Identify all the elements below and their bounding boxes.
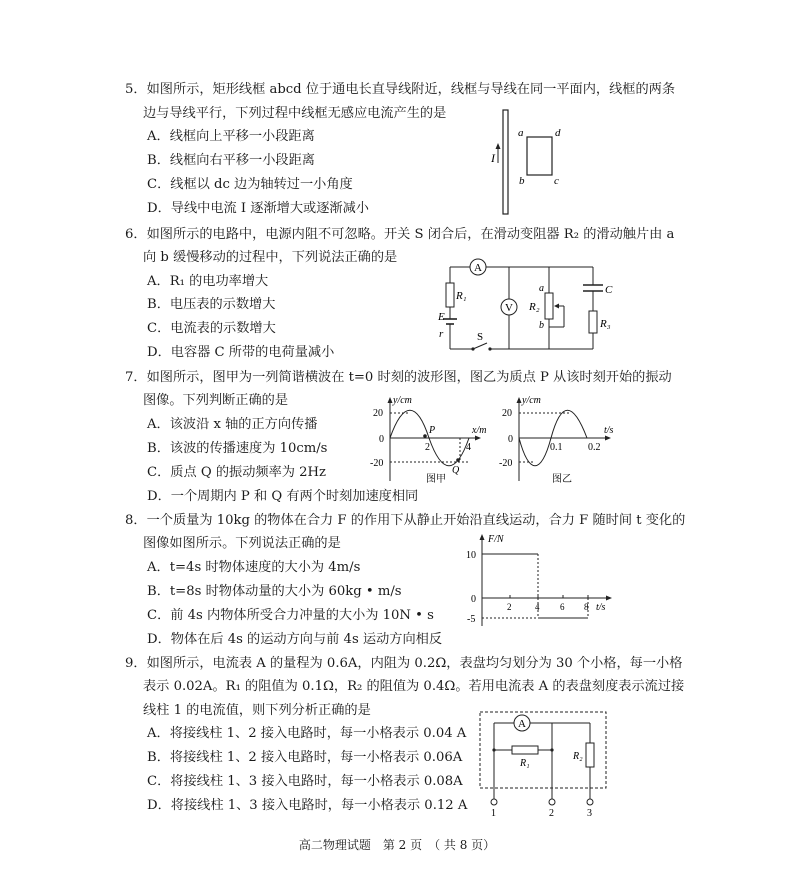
page-footer: 高二物理试题 第 2 页 （ 共 8 页）	[298, 838, 496, 852]
q7-option-d: D．一个周期内 P 和 Q 有两个时刻加速度相同	[147, 489, 419, 504]
ammeter-label: A	[474, 262, 482, 274]
fig-8-xtick-8: 8	[584, 602, 589, 612]
q5-option-b: B．线框向右平移一小段距离	[147, 153, 315, 168]
q9-stem-line2: 表示 0.02A。R₁ 的阻值为 0.1Ω，R₂ 的阻值为 0.4Ω。若用电流表 A 的表盘刻度表示流过接	[143, 679, 685, 694]
point-p-label: P	[429, 425, 436, 436]
fig-8-ytick-10: 10	[466, 550, 476, 561]
fig-a-ytick-zero: 0	[379, 434, 384, 445]
q8-stem-line2: 图像如图所示。下列说法正确的是	[143, 536, 341, 551]
r2-shunt	[586, 743, 594, 767]
terminal-2-icon	[549, 799, 555, 805]
q7-stem-line1: 7．如图所示，图甲为一列简谐横波在 t=0 时刻的波形图，图乙为质点 P 从该时刻开始的振动	[125, 370, 672, 385]
internal-r-label: r	[439, 328, 444, 340]
fig-b-xlabel: t/s	[604, 425, 614, 436]
terminal-1-icon	[491, 799, 497, 805]
fig-a-ytick-top: 20	[373, 408, 383, 419]
q6-option-d: D．电容器 C 所带的电荷量减小	[147, 345, 335, 360]
q9-circuit	[474, 708, 614, 818]
fig-8-xtick-4: 4	[535, 602, 540, 612]
q9-option-d: D．将接线柱 1、3 接入电路时，每一小格表示 0.12 A	[147, 798, 468, 813]
q8-force-time-figure	[458, 530, 618, 630]
q9-stem-line1: 9．如图所示，电流表 A 的量程为 0.6A，内阻为 0.2Ω，表盘均匀划分为 30 个小格，每一小格	[125, 656, 683, 671]
q7-option-c: C．质点 Q 的振动频率为 2Hz	[147, 465, 327, 480]
r3-label: R₃	[600, 318, 611, 330]
fig-a-xlabel: x/m	[472, 425, 487, 436]
fig-a-caption: 图甲	[426, 474, 446, 485]
q7-option-b: B．该波的传播速度为 10cm/s	[147, 441, 328, 456]
q9-option-b: B．将接线柱 1、2 接入电路时，每一小格表示 0.06A	[147, 750, 463, 765]
fig-b-ytick-bottom: -20	[499, 458, 513, 469]
q7-wave-figure	[365, 393, 495, 488]
q8-option-b: B．t=8s 时物体动量的大小为 60kg • m/s	[147, 584, 402, 599]
q5-option-c: C．线框以 dc 边为轴转过一小角度	[147, 177, 353, 192]
slider-end-b: b	[539, 320, 544, 331]
q5-stem-line2: 边与导线平行，下列过程中线框无感应电流产生的是	[143, 106, 447, 121]
q5-stem-line1: 5．如图所示，矩形线框 abcd 位于通电长直导线附近，线框与导线在同一平面内，线框的两条	[125, 82, 676, 97]
q9-option-a: A．将接线柱 1、2 接入电路时，每一小格表示 0.04 A	[147, 726, 467, 741]
fig-a-ytick-bottom: -20	[370, 458, 384, 469]
fig-b-xtick-02: 0.2	[588, 442, 601, 453]
fig-8-ytick-0: 0	[471, 594, 476, 605]
q8-option-a: A．t=4s 时物体速度的大小为 4m/s	[147, 560, 361, 575]
slider-arrow	[554, 304, 559, 309]
q8-option-c: C．前 4s 内物体所受合力冲量的大小为 10N • s	[147, 608, 434, 623]
terminal-3-label: 3	[587, 808, 592, 818]
r1-resistor	[446, 283, 454, 307]
terminal-2-label: 2	[549, 808, 554, 818]
fig-b-ylabel: y/cm	[522, 395, 541, 406]
fig-b-ytick-zero: 0	[508, 434, 513, 445]
terminal-1-label: 1	[491, 808, 496, 818]
fig-b-caption: 图乙	[552, 474, 572, 485]
q6-option-c: C．电流表的示数增大	[147, 321, 276, 336]
fig-b-xtick-01: 0.1	[550, 442, 563, 453]
r2-rheostat	[545, 293, 553, 319]
fig-a-ylabel: y/cm	[393, 395, 412, 406]
fig-8-xlabel: t/s	[596, 602, 606, 613]
q6-option-a: A．R₁ 的电功率增大	[147, 274, 269, 289]
q9-option-c: C．将接线柱 1、3 接入电路时，每一小格表示 0.08A	[147, 774, 463, 789]
voltmeter-label: V	[505, 302, 513, 314]
coil-frame	[527, 137, 552, 175]
emf-label: E	[438, 311, 445, 323]
fig-b-ytick-top: 20	[502, 408, 512, 419]
switch-label: S	[477, 331, 484, 343]
r2-label: R₂	[529, 301, 540, 313]
point-q-label: Q	[452, 465, 460, 476]
fig-8-xtick-6: 6	[560, 602, 565, 612]
corner-b: b	[519, 175, 525, 187]
q7-stem-line2: 图像。下列判断正确的是	[143, 393, 289, 408]
q6-option-b: B．电压表的示数增大	[147, 297, 276, 312]
terminal-3-icon	[587, 799, 593, 805]
q9-r2-label: R₂	[573, 751, 583, 762]
q6-stem-line1: 6．如图所示的电路中，电源内阻不可忽略。开关 S 闭合后，在滑动变阻器 R₂ 的滑动触片由 a	[125, 227, 675, 242]
q9-ammeter-label: A	[518, 718, 526, 730]
q8-stem-line1: 8．一个质量为 10kg 的物体在合力 F 的作用下从静止开始沿直线运动，合力 F 随时间 t 变化的	[125, 513, 686, 528]
q8-option-d: D．物体在后 4s 的运动方向与前 4s 运动方向相反	[147, 632, 443, 647]
slider-end-a: a	[539, 283, 544, 294]
q7-vibration-figure	[495, 393, 625, 488]
long-wire	[503, 110, 508, 214]
corner-c: c	[554, 175, 559, 187]
r3-resistor	[589, 311, 597, 333]
fig-a-xtick-4: 4	[466, 442, 471, 453]
q7-option-a: A．该波沿 x 轴的正方向传播	[147, 417, 318, 432]
q5-option-a: A．线框向上平移一小段距离	[147, 129, 315, 144]
r1-shunt	[512, 746, 538, 754]
fig-8-ylabel: F/N	[488, 534, 504, 545]
fig-8-ytick-neg5: -5	[467, 614, 476, 625]
capacitor-label: C	[605, 284, 613, 296]
r1-label: R₁	[456, 290, 467, 302]
corner-d: d	[555, 127, 561, 139]
q9-r1-label: R₁	[520, 758, 530, 769]
fig-a-xtick-2: 2	[425, 442, 430, 453]
corner-a: a	[518, 127, 524, 139]
q6-stem-line2: 向 b 缓慢移动的过程中，下列说法正确的是	[143, 250, 398, 265]
q5-option-d: D．导线中电流 I 逐渐增大或逐渐减小	[147, 201, 369, 216]
q6-circuit	[435, 255, 620, 355]
current-label: I	[491, 151, 495, 165]
q5-figure	[480, 108, 590, 218]
fig-8-xtick-2: 2	[507, 602, 512, 612]
q9-stem-line3: 线柱 1 的电流值，则下列分析正确的是	[143, 703, 371, 718]
current-arrow-head	[496, 143, 501, 149]
